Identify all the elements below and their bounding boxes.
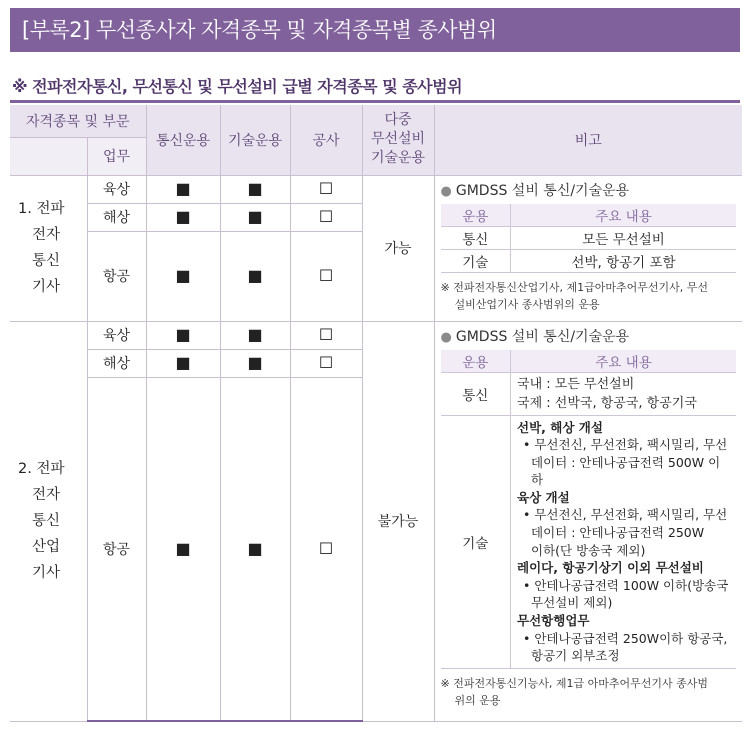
subtitle-rule: [10, 100, 740, 103]
grade-2-label: 2. 전파 전자 통신 산업 기사: [10, 321, 87, 721]
multi-cell: 불가능: [362, 321, 434, 721]
empty-mark: ☐: [290, 377, 362, 721]
empty-mark: ☐: [290, 175, 362, 203]
filled-mark: ■: [146, 231, 220, 321]
remarks-cell: ● GMDSS 설비 통신/기술운용 운용 주요 내용 통신 국내 : 모든 무선설비 국제 : 선박국, 항공국, 항공기국 기술 선박, 해상 개설 • 무선전신, 무선전화, 팩시밀리, 무선 데이터 : 안테나공급전력 500W 이하 육상 개설 • 무선전신, 무선전화, 팩시밀리, 무선 데이터 : 안테나공급전력 250W 이하(단 방송국 제외) 레이다, 항공기상기 이외 무선설비 • 안테나공급전력 100W 이하(방송국 무선설비 제외) 무선항행업무 • 안테나공급전력 250W이하 항공국, 항공기 외부조정 ※ 전파전자통신기능사, 제1급 아마추어무선기사 종사범 위의 운용: [434, 321, 742, 721]
section-subtitle: ※ 전파전자통신, 무선통신 및 무선설비 급별 자격종목 및 종사범위: [12, 77, 463, 96]
filled-mark: ■: [220, 203, 290, 231]
header-remarks: 비고: [434, 105, 742, 175]
remarks-inner-table: 운용 주요 내용 통신 모든 무선설비 기술 선박, 항공기 포함: [441, 204, 737, 273]
filled-mark: ■: [146, 175, 220, 203]
empty-mark: ☐: [290, 321, 362, 349]
work-cell: 해상: [87, 349, 146, 377]
work-cell: 육상: [87, 321, 146, 349]
remarks-note: ※ 전파전자통신기능사, 제1급 아마추어무선기사 종사범 위의 운용: [440, 676, 708, 707]
bullet-icon: ●: [440, 329, 452, 345]
filled-mark: ■: [146, 203, 220, 231]
filled-mark: ■: [146, 321, 220, 349]
header-blank: [10, 137, 87, 175]
filled-mark: ■: [220, 377, 290, 721]
header-construction: 공사: [290, 105, 362, 175]
header-qual-division: 자격종목 및 부문: [10, 105, 146, 137]
empty-mark: ☐: [290, 231, 362, 321]
remarks-note: ※ 전파전자통신산업기사, 제1급아마추어무선기사, 무선 설비산업기사 종사범위의 운용: [440, 280, 708, 311]
empty-mark: ☐: [290, 349, 362, 377]
header-tech-op: 기술운용: [220, 105, 290, 175]
work-cell: 항공: [87, 377, 146, 721]
empty-mark: ☐: [290, 203, 362, 231]
qualification-table: [10, 105, 742, 722]
grade-1-label: 1. 전파 전자 통신 기사: [10, 175, 87, 321]
filled-mark: ■: [220, 175, 290, 203]
filled-mark: ■: [220, 321, 290, 349]
remarks-cell: ● GMDSS 설비 통신/기술운용 운용 주요 내용 통신 모든 무선설비 기술 선박, 항공기 포함 ※ 전파전자통신산업기사, 제1급아마추어무선기사, 무선 설비산업기사 종사범위의 운용: [434, 175, 742, 321]
page-title: [부록2] 무선종사자 자격종목 및 자격종목별 종사범위: [10, 8, 740, 52]
multi-cell: 가능: [362, 175, 434, 321]
work-cell: 항공: [87, 231, 146, 321]
filled-mark: ■: [146, 349, 220, 377]
header-work: 업무: [87, 137, 146, 175]
remarks-inner-table: 운용 주요 내용 통신 국내 : 모든 무선설비 국제 : 선박국, 항공국, 항공기국 기술 선박, 해상 개설 • 무선전신, 무선전화, 팩시밀리, 무선 데이터 : 안테나공급전력 500W 이하 육상 개설 • 무선전신, 무선전화, 팩시밀리, 무선 데이터 : 안테나공급전력 250W 이하(단 방송국 제외) 레이다, 항공기상기 이외 무선설비 • 안테나공급전력 100W 이하(방송국 무선설비 제외) 무선항행업무 • 안테나공급전력 250W이하 항공국, 항공기 외부조정: [441, 350, 737, 669]
filled-mark: ■: [220, 349, 290, 377]
header-comm-op: 통신운용: [146, 105, 220, 175]
bullet-icon: ●: [440, 183, 452, 199]
filled-mark: ■: [220, 231, 290, 321]
filled-mark: ■: [146, 377, 220, 721]
header-multi: 다중 무선설비 기술운용: [362, 105, 434, 175]
work-cell: 육상: [87, 175, 146, 203]
work-cell: 해상: [87, 203, 146, 231]
